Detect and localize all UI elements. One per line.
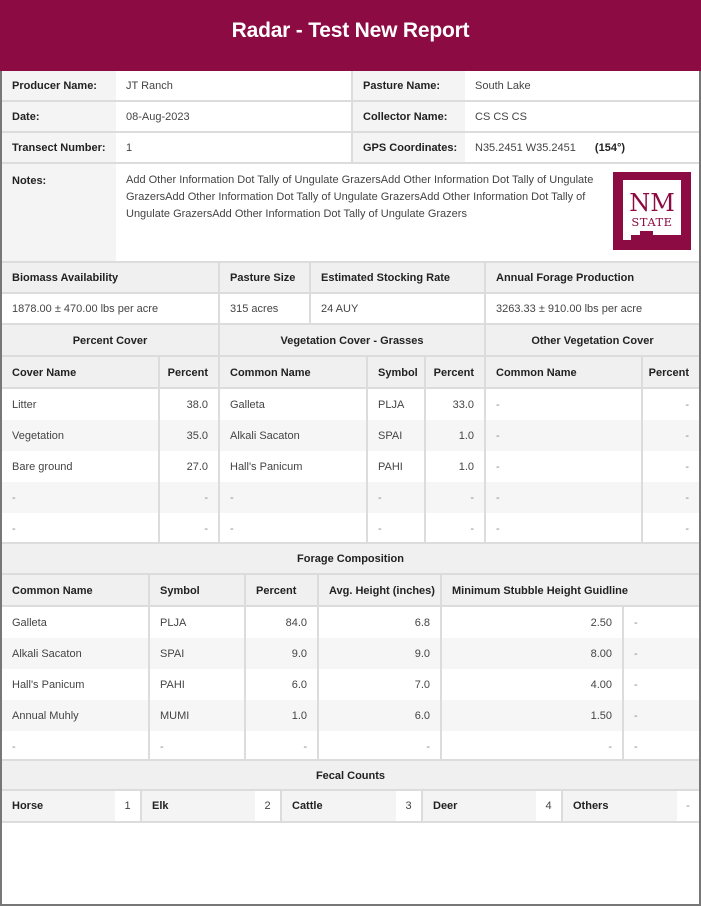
date-value: 08-Aug-2023	[116, 102, 351, 132]
fecal-horse-label: Horse	[2, 791, 115, 821]
other-percent-header: Percent	[643, 357, 699, 388]
column-divider	[148, 573, 150, 759]
cover-percent-cell: -	[160, 513, 218, 544]
cover-name-cell: Vegetation	[2, 420, 158, 451]
cover-percent-cell: 35.0	[160, 420, 218, 451]
column-divider	[440, 573, 442, 759]
row-divider	[2, 355, 699, 357]
pasture-size-header: Pasture Size	[220, 263, 309, 293]
fecal-cattle-value: 3	[396, 791, 421, 821]
row-divider	[2, 573, 699, 575]
grass-percent-cell: 1.0	[426, 420, 484, 451]
gps-coordinates-value: N35.2451 W35.2451	[475, 142, 576, 154]
fecal-cattle-label: Cattle	[282, 791, 396, 821]
column-divider	[140, 789, 142, 821]
forage-name-cell: Galleta	[2, 607, 148, 638]
forage-percent-cell: 84.0	[246, 607, 317, 638]
other-name-cell: -	[486, 482, 641, 513]
grass-name-cell: -	[220, 482, 366, 513]
cover-name-cell: Bare ground	[2, 451, 158, 482]
grass-name-cell: Hall's Panicum	[220, 451, 366, 482]
grass-name-cell: Galleta	[220, 389, 366, 420]
collector-name-value: CS CS CS	[465, 102, 699, 132]
forage-name-cell: Annual Muhly	[2, 700, 148, 731]
cover-name-cell: -	[2, 482, 158, 513]
forage-symbol-cell: PAHI	[150, 669, 244, 700]
column-divider	[280, 789, 282, 821]
forage-symbol-cell: PLJA	[150, 607, 244, 638]
gps-bearing: (154°)	[594, 142, 625, 154]
row-divider	[2, 387, 699, 389]
grass-name-cell: -	[220, 513, 366, 544]
forage-name-cell: -	[2, 731, 148, 762]
gps-coordinates-cell	[465, 133, 699, 163]
pasture-size-value: 315 acres	[220, 294, 309, 324]
forage-name-cell: Hall's Panicum	[2, 669, 148, 700]
forage-symbol-cell: MUMI	[150, 700, 244, 731]
other-name-header: Common Name	[486, 357, 641, 388]
report-title: Radar - Test New Report	[231, 19, 470, 42]
column-divider	[366, 355, 368, 542]
grass-symbol-cell: PLJA	[368, 389, 424, 420]
cover-name-cell: Litter	[2, 389, 158, 420]
forage-extra-cell: -	[624, 638, 699, 669]
column-divider	[317, 573, 319, 759]
pasture-name-label: Pasture Name:	[353, 71, 465, 101]
forage-percent-cell: -	[246, 731, 317, 762]
forage-percent-cell: 6.0	[246, 669, 317, 700]
cover-percent-cell: -	[160, 482, 218, 513]
forage-stubble-cell: 8.00	[442, 638, 622, 669]
fecal-others-label: Others	[563, 791, 677, 821]
date-label: Date:	[2, 102, 116, 132]
notes-value: Add Other Information Dot Tally of Ungulate GrazersAdd Other Information Dot Tally of Ungulate GrazersAdd Other Information Dot Tally of Ungulate GrazersAdd Other Information Dot Tally of Ungulate GrazersAdd Other Information Dot Tally of Ungulate Grazers	[126, 174, 594, 220]
forage-symbol-cell: SPAI	[150, 638, 244, 669]
row-divider	[2, 605, 699, 607]
grass-percent-cell: 1.0	[426, 451, 484, 482]
forage-height-cell: 6.0	[319, 700, 440, 731]
grass-percent-cell: -	[426, 513, 484, 544]
grass-percent-cell: -	[426, 482, 484, 513]
grasses-cover-title: Vegetation Cover - Grasses	[220, 325, 484, 356]
notes-label: Notes:	[2, 164, 116, 261]
logo-text-state: STATE	[631, 215, 673, 229]
column-divider	[309, 261, 311, 323]
pasture-name-value: South Lake	[465, 71, 699, 101]
forage-name-cell: Alkali Sacaton	[2, 638, 148, 669]
forage-height-header: Avg. Height (inches)	[319, 575, 440, 606]
transect-number-label: Transect Number:	[2, 133, 116, 163]
forage-extra-cell: -	[624, 700, 699, 731]
logo-text-nm: NM	[629, 189, 675, 217]
column-divider	[622, 605, 624, 759]
forage-composition-title: Forage Composition	[2, 543, 699, 574]
column-divider	[158, 355, 160, 542]
column-divider	[561, 789, 563, 821]
forage-percent-header: Percent	[246, 575, 317, 606]
forage-extra-cell: -	[624, 607, 699, 638]
other-name-cell: -	[486, 451, 641, 482]
forage-stubble-cell: 2.50	[442, 607, 622, 638]
transect-number-value: 1	[116, 133, 351, 163]
cover-percent-header: Percent	[160, 357, 218, 388]
producer-name-value: JT Ranch	[116, 71, 351, 101]
biomass-availability-value: 1878.00 ± 470.00 lbs per acre	[2, 294, 218, 324]
row-divider	[2, 261, 699, 263]
fecal-elk-value: 2	[255, 791, 280, 821]
grass-symbol-cell: SPAI	[368, 420, 424, 451]
column-divider	[424, 355, 426, 542]
forage-percent-cell: 1.0	[246, 700, 317, 731]
other-vegetation-title: Other Vegetation Cover	[486, 325, 699, 356]
cover-percent-cell: 38.0	[160, 389, 218, 420]
grass-name-header: Common Name	[220, 357, 366, 388]
fecal-elk-label: Elk	[142, 791, 255, 821]
row-divider	[2, 542, 699, 544]
other-name-cell: -	[486, 513, 641, 544]
grass-percent-header: Percent	[426, 357, 484, 388]
cover-percent-cell: 27.0	[160, 451, 218, 482]
other-percent-cell: -	[643, 420, 699, 451]
nmstate-logo	[613, 172, 691, 250]
column-divider	[244, 573, 246, 759]
grass-name-cell: Alkali Sacaton	[220, 420, 366, 451]
stocking-rate-value: 24 AUY	[311, 294, 484, 324]
forage-percent-cell: 9.0	[246, 638, 317, 669]
fecal-others-value: -	[677, 791, 699, 821]
row-divider	[2, 789, 699, 791]
row-divider	[2, 292, 699, 294]
grass-symbol-cell: PAHI	[368, 451, 424, 482]
row-divider	[2, 759, 699, 761]
other-name-cell: -	[486, 389, 641, 420]
forage-height-cell: -	[319, 731, 440, 762]
column-divider	[421, 789, 423, 821]
fecal-counts-title: Fecal Counts	[2, 761, 699, 790]
column-divider	[484, 261, 486, 542]
other-percent-cell: -	[643, 451, 699, 482]
fecal-deer-label: Deer	[423, 791, 536, 821]
other-percent-cell: -	[643, 482, 699, 513]
forage-extra-cell: -	[624, 731, 699, 762]
other-percent-cell: -	[643, 513, 699, 544]
fecal-deer-value: 4	[536, 791, 561, 821]
grass-symbol-header: Symbol	[368, 357, 424, 388]
producer-name-label: Producer Name:	[2, 71, 116, 101]
grass-symbol-cell: -	[368, 513, 424, 544]
collector-name-label: Collector Name:	[353, 102, 465, 132]
stocking-rate-header: Estimated Stocking Rate	[311, 263, 484, 293]
column-divider	[351, 71, 353, 162]
gps-coordinates-label: GPS Coordinates:	[353, 133, 465, 163]
report-header	[0, 0, 701, 71]
grass-percent-cell: 33.0	[426, 389, 484, 420]
fecal-horse-value: 1	[115, 791, 140, 821]
cover-name-header: Cover Name	[2, 357, 158, 388]
forage-symbol-cell: -	[150, 731, 244, 762]
row-divider	[2, 323, 699, 325]
forage-stubble-cell: 1.50	[442, 700, 622, 731]
forage-extra-cell: -	[624, 669, 699, 700]
column-divider	[218, 261, 220, 542]
forage-height-cell: 7.0	[319, 669, 440, 700]
forage-stubble-cell: 4.00	[442, 669, 622, 700]
row-divider	[2, 162, 699, 164]
forage-height-cell: 6.8	[319, 607, 440, 638]
forage-production-value: 3263.33 ± 910.00 lbs per acre	[486, 294, 699, 324]
row-divider	[2, 821, 699, 823]
forage-height-cell: 9.0	[319, 638, 440, 669]
grass-symbol-cell: -	[368, 482, 424, 513]
forage-stubble-cell: -	[442, 731, 622, 762]
biomass-availability-header: Biomass Availability	[2, 263, 218, 293]
percent-cover-title: Percent Cover	[2, 325, 218, 356]
forage-stubble-header: Minimum Stubble Height Guidline	[442, 575, 699, 606]
forage-name-header: Common Name	[2, 575, 148, 606]
other-percent-cell: -	[643, 389, 699, 420]
forage-symbol-header: Symbol	[150, 575, 244, 606]
column-divider	[641, 355, 643, 542]
other-name-cell: -	[486, 420, 641, 451]
cover-name-cell: -	[2, 513, 158, 544]
forage-production-header: Annual Forage Production	[486, 263, 699, 293]
